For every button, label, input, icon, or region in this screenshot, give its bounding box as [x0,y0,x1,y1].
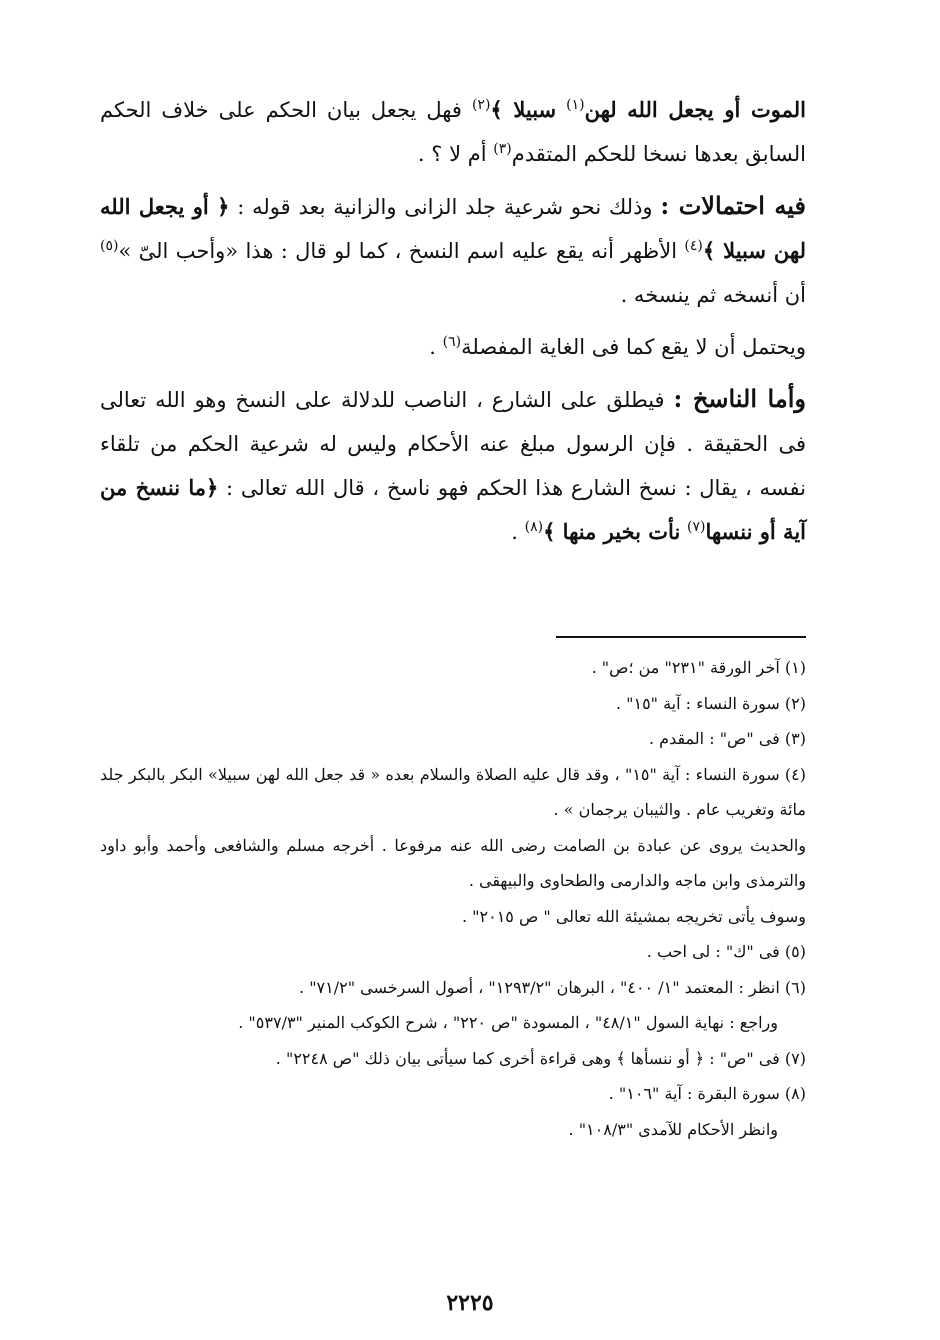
footnote-ref-2: (٢) [471,97,491,113]
footnote-3: (٣) فى "ص" : المقدم . [648,729,806,748]
footnotes [100,650,806,1147]
paragraph-2-text: وذلك نحو شرعية جلد الزانى والزانية بعد قوله : [237,195,653,219]
footnote-4-continuation-2: وسوف يأتى تخريجه بمشيئة الله تعالى " ص ٢٠١٥" . [461,906,806,926]
footnote-1: (١) آخر الورقة "٢٣١" من ؛ص" . [591,658,806,677]
footnote-6: (٦) انظر : المعتمد "١/ ٤٠٠" ، البرهان "١٢٩٣/٢" ، أصول السرخسى "٧١/٢" . [299,977,806,997]
paragraph-1-end: أم لا ؟ . [417,142,487,166]
footnote-ref-1: (١) [566,97,585,113]
footnote-ref-5: (٥) [100,238,119,254]
footnote-5: (٥) فى "ك" : لى احب . [646,942,806,961]
footnote-4-continuation: والحديث يروى عن عبادة بن الصامت رضى الله عنه مرفوعا . أخرجه مسلم والشافعى وأحمد وأبو داود والترمذى وابن ماجه والدارمى والطحاوى والبيهقى . [100,835,806,890]
section-heading-abrogator: وأما الناسخ : [673,384,806,413]
paragraph-4-text: فيطلق على الشارع ، الناصب للدلالة على النسخ وهو الله تعالى فى الحقيقة . فإن الرسول مبلغ عنه الأحكام وليس له شرعية الحكم من تلقاء نفسه ، يقال : نسخ الشارع هذا الحكم فهو ناسخ ، قال الله تعالى : [100,388,806,500]
quran-fragment: الموت أو يجعل الله لهن [584,97,806,122]
paragraph-1-text: فهل يجعل بيان الحكم على خلاف الحكم السابق بعدها نسخا للحكم المتقدم [100,98,806,166]
page-number: ٢٢٢٥ [446,1290,494,1316]
footnote-ref-4: (٤) [684,238,703,254]
footnote-ref-3: (٣) [493,141,512,157]
paragraph-1 [100,88,806,176]
paragraph-3-end: . [429,335,436,359]
paragraph-3 [100,325,806,369]
main-text [100,88,806,562]
footnote-ref-7: (٧) [687,519,706,535]
quran-quote-end: نأت بخير منها ﴾ [543,519,681,544]
quran-quote-start: ﴿ما ننسخ من آية أو ننسها [100,475,806,544]
paragraph-2-end: أن أنسخه ثم ينسخه . [620,283,806,307]
footnote-8-continuation: وانظر الأحكام للآمدى "١٠٨/٣" . [568,1119,778,1139]
footnote-7: (٧) فى "ص" : ﴿ أو ننسأها ﴾ وهى قراءة أخرى كما سيأتى بيان ذلك "ص ٢٢٤٨" . [275,1048,806,1068]
footnote-8: (٨) سورة البقرة : آية "١٠٦" . [608,1084,806,1103]
footnote-4: (٤) سورة النساء : آية "١٥" ، وقد قال عليه الصلاة والسلام بعده « قد جعل الله لهن سبيلا» البكر بالبكر جلد مائة وتغريب عام . والثيبان يرجمان » . [100,764,807,819]
section-heading-possibilities: فيه احتمالات : [660,191,806,220]
footnote-ref-6: (٦) [442,334,462,350]
paragraph-2 [100,184,806,317]
footnote-divider [556,636,806,638]
footnote-2: (٢) سورة النساء : آية "١٥" . [615,693,806,713]
paragraph-2-text-cont: الأظهر أنه يقع عليه اسم النسخ ، كما لو قال : هذا «وأحب الىّ » [118,239,678,263]
quran-quote: ﴿ أو يجعل الله لهن سبيلا ﴾ [100,194,806,263]
paragraph-4-end: . [511,520,518,544]
quran-fragment-end: سبيلا ﴾ [490,97,557,122]
footnote-6-continuation: وراجع : نهاية السول "٤٨/١" ، المسودة "ص ٢٢٠" ، شرح الكوكب المنير "٥٣٧/٣" . [238,1013,778,1032]
paragraph-4 [100,377,806,554]
footnote-ref-8: (٨) [524,519,544,535]
paragraph-3-text: ويحتمل أن لا يقع كما فى الغاية المفصلة [461,335,806,359]
